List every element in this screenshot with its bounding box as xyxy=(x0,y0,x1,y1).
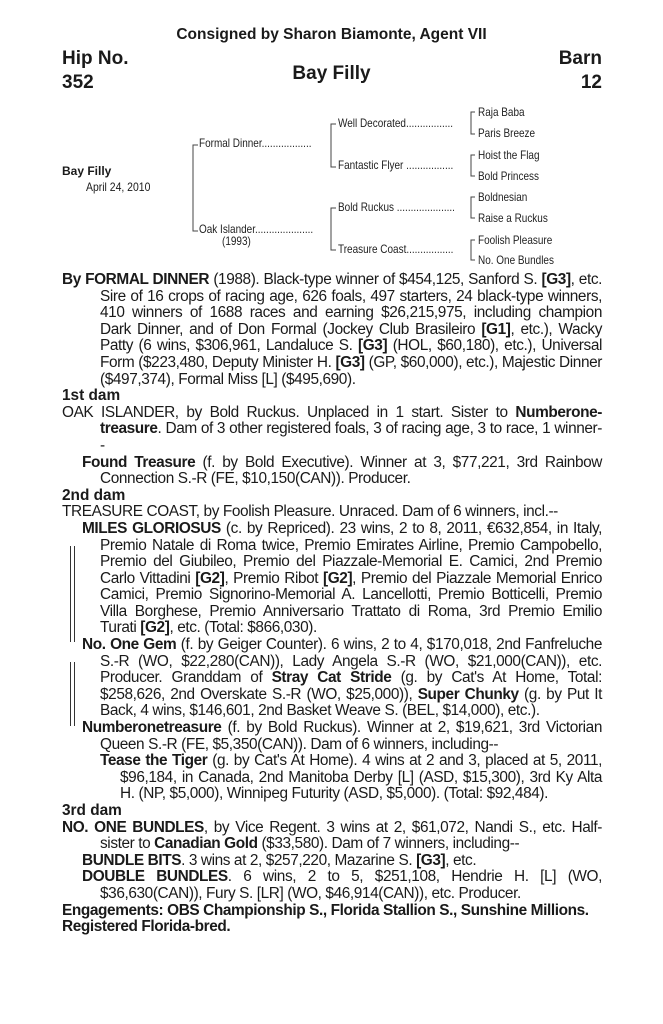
produce-bar-4 xyxy=(74,662,75,726)
tease-the-tiger-entry: Tease the Tiger (g. by Cat's At Home). 4 wins at 2 and 3, placed at 5, 2011, $96,184, in Canada, 2nd Manitoba Derby [L] (ASD, $15,300), 3rd Ky Alta H. (NP, $5,000), Winnipeg Futurity (ASD, $5,000). (Total: $92,484). xyxy=(100,752,602,803)
pedigree-g3-3: Hoist the Flag xyxy=(478,149,540,162)
pedigree-sire: Formal Dinner.................. xyxy=(199,137,312,150)
pedigree-g3-2: Paris Breeze xyxy=(478,127,536,140)
pedigree-dam: Oak Islander..................... xyxy=(199,223,314,236)
registered-line: Registered Florida-bred. xyxy=(62,918,231,936)
pedigree-g3-4: Bold Princess xyxy=(478,170,539,183)
pedigree-g3-7: Foolish Pleasure xyxy=(478,234,553,247)
pedigree-subject-name: Bay Filly xyxy=(62,164,112,178)
bundle-bits-entry: BUNDLE BITS. 3 wins at 2, $257,220, Mazarine S. [G3], etc. xyxy=(82,851,477,869)
miles-gloriosus-entry: MILES GLORIOSUS (c. by Repriced). 23 wins, 2 to 8, 2011, €632,854, in Italy, Premio Natale di Roma twice, Premio Emirates Airline, Premio Campobello, Premio del Giubileo, Premio del Piazzale-Memorial E. Camici, 2nd Premio Carlo Vittadini [G2], Premio Ribot [G2], Premio del Piazzale Memorial Enrico Camici, Premio Signorino-Memorial A. Lancellotti, Premio Botticelli, Premio Villa Borghese, Premio Anniversario Trattato di Roma, 3rd Premio Emilio Turati [G2], etc. (Total: $866,030). xyxy=(82,519,603,637)
second-dam-intro: TREASURE COAST, by Foolish Pleasure. Unraced. Dam of 6 winners, incl.-- xyxy=(62,503,558,521)
pedigree-dam-sire: Bold Ruckus ..................... xyxy=(338,201,455,214)
pedigree-sire-sire: Well Decorated................. xyxy=(338,117,454,130)
third-dam-heading: 3rd dam xyxy=(62,802,122,819)
pedigree-sire-dam: Fantastic Flyer ................. xyxy=(338,159,454,172)
barn-number: 12 xyxy=(580,72,602,93)
third-dam-paragraph: NO. ONE BUNDLES, by Vice Regent. 3 wins at 2, $61,072, Nandi S., etc. Half-sister to Canadian Gold ($33,580). Dam of 7 winners, including-- xyxy=(62,818,603,853)
pedigree-bracket-lines xyxy=(0,0,663,272)
hip-label: Hip No. xyxy=(62,48,129,69)
no-one-gem-entry: No. One Gem (f. by Geiger Counter). 6 wins, 2 to 4, $170,018, 2nd Fanfreluche S.-R (WO, $22,280(CAN)), Lady Angela S.-R (WO, $21,000(CAN)), etc. Producer. Granddam of Stray Cat Stride (g. by Cat's At Home, Total: $258,626, 2nd Overskate S.-R (WO, $25,000)), Super Chunky (g. by Put It Back, 4 wins, $146,601, 2nd Basket Weave S. (BEL, $14,000), etc.). xyxy=(82,636,603,720)
barn-label: Barn xyxy=(558,48,602,69)
first-dam-foal: Found Treasure (f. by Bold Executive). Winner at 3, $77,221, 3rd Rainbow Connection S.-R (FE, $10,150(CAN)). Producer. xyxy=(82,453,602,488)
pedigree-g3-6: Raise a Ruckus xyxy=(478,212,548,225)
hip-number: 352 xyxy=(62,72,94,93)
second-dam-heading: 2nd dam xyxy=(62,486,126,504)
pedigree-dam-dam: Treasure Coast................. xyxy=(338,243,454,256)
produce-bar-2 xyxy=(74,546,75,642)
pedigree-g3-1: Raja Baba xyxy=(478,106,525,119)
first-dam-heading: 1st dam xyxy=(62,387,121,405)
engagements-line: Engagements: OBS Championship S., Florida Stallion S., Sunshine Millions. xyxy=(62,901,589,919)
produce-bar-1 xyxy=(70,546,71,642)
pedigree-g3-8: No. One Bundles xyxy=(478,254,554,267)
pedigree-subject-foaled: April 24, 2010 xyxy=(86,181,151,194)
page-title: Bay Filly xyxy=(292,63,371,84)
pedigree-dam-year: (1993) xyxy=(222,235,251,248)
double-bundles-entry: DOUBLE BUNDLES. 6 wins, 2 to 5, $251,108, Hendrie H. [L] (WO, $36,630(CAN)), Fury S. [LR] (WO, $46,914(CAN)), etc. Producer. xyxy=(82,868,602,902)
sire-paragraph: By FORMAL DINNER (1988). Black-type winner of $454,125, Sanford S. [G3], etc. Sire of 16 crops of racing age, 626 foals, 497 starters, 24 black-type winners, 410 winners of 1688 races and earning $26,215,975, including champion Dark Dinner, and of Don Formal (Jockey Club Brasileiro [G1], etc.), Wacky Patty (6 wins, $306,961, Landaluce S. [G3] (HOL, $60,180), etc.), Universal Form ($223,480, Deputy Minister H. [G3] (GP, $60,000), etc.), Majestic Dinner ($497,374), Formal Miss [L] ($495,690). xyxy=(62,271,603,388)
first-dam-paragraph: OAK ISLANDER, by Bold Ruckus. Unplaced in 1 start. Sister to Numberone-treasure. Dam of 3 other registered foals, 3 of racing age, 3 to race, 1 winner-- xyxy=(62,403,602,454)
produce-bar-3 xyxy=(70,662,71,726)
catalog-body xyxy=(62,272,602,936)
pedigree-g3-5: Boldnesian xyxy=(478,191,528,204)
consignor-line: Consigned by Sharon Biamonte, Agent VII xyxy=(176,26,487,43)
numberonetreasure-entry: Numberonetreasure (f. by Bold Ruckus). Winner at 2, $19,621, 3rd Victorian Queen S.-R (FE, $5,350(CAN)). Dam of 6 winners, including-- xyxy=(82,719,602,753)
